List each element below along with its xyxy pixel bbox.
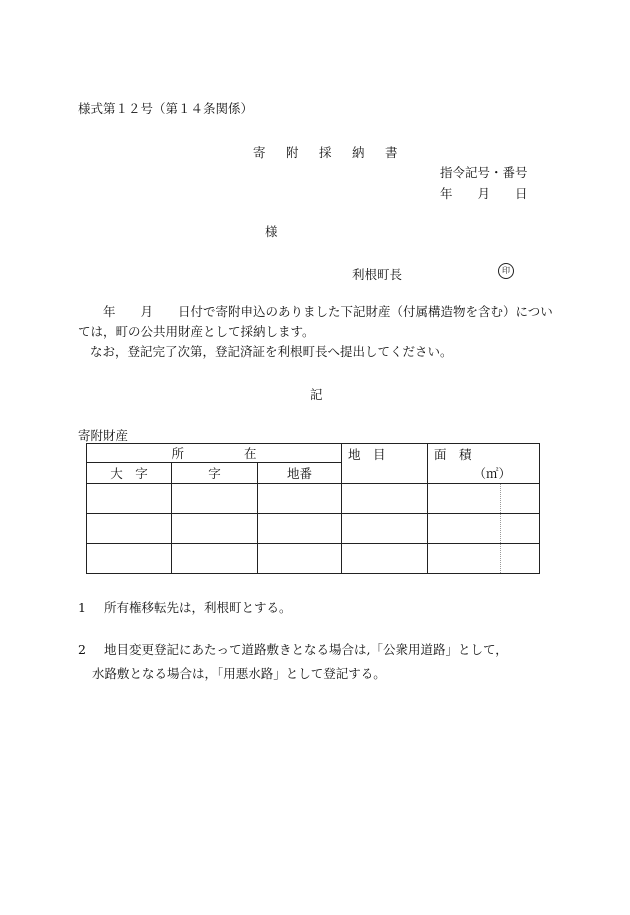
cell-oaza[interactable] — [87, 514, 172, 544]
header-aza: 字 — [172, 463, 258, 484]
decimal-divider — [500, 544, 501, 573]
header-area-label: 面 積 — [434, 447, 472, 462]
cell-land-category[interactable] — [342, 544, 428, 574]
cell-lot-number[interactable] — [258, 484, 342, 514]
ki-heading: 記 — [310, 387, 323, 402]
form-number: 様式第１２号（第１４条関係） — [78, 101, 254, 116]
table-row — [87, 544, 540, 574]
table-row — [87, 484, 540, 514]
decimal-divider — [500, 484, 501, 513]
note-2-line-1: 地目変更登記にあたって道路敷きとなる場合は,「公衆用道路」として， — [104, 642, 508, 657]
header-land-category: 地 目 — [342, 444, 428, 484]
document-number-label: 指令記号・番号 — [440, 165, 528, 180]
body-paragraph-2: なお，登記完了次第，登記済証を利根町長へ提出してください。 — [90, 344, 453, 359]
addressee-honorific: 様 — [265, 224, 278, 239]
cell-lot-number[interactable] — [258, 514, 342, 544]
header-area — [428, 444, 540, 484]
header-lot-number: 地番 — [258, 463, 342, 484]
table-caption: 寄附財産 — [78, 428, 129, 443]
document-title: 寄 附 採 納 書 — [253, 145, 402, 160]
seal-icon: 印 — [498, 263, 514, 279]
body-text — [78, 302, 558, 362]
cell-area[interactable] — [428, 544, 540, 574]
cell-land-category[interactable] — [342, 514, 428, 544]
header-location: 所在 — [87, 444, 342, 463]
note-2 — [78, 638, 508, 686]
cell-land-category[interactable] — [342, 484, 428, 514]
cell-oaza[interactable] — [87, 544, 172, 574]
decimal-divider — [500, 514, 501, 543]
cell-aza[interactable] — [172, 484, 258, 514]
cell-aza[interactable] — [172, 514, 258, 544]
cell-area[interactable] — [428, 514, 540, 544]
issuer-name: 利根町長 — [352, 267, 403, 282]
donated-property-table — [86, 443, 540, 574]
document-date-line: 年 月 日 — [440, 186, 528, 201]
note-2-number: 2 — [78, 642, 86, 657]
table-row — [87, 514, 540, 544]
note-1-text: 所有権移転先は，利根町とする。 — [104, 600, 292, 615]
header-area-unit: （㎡） — [473, 466, 511, 481]
note-2-line-2: 水路敷となる場合は，「用悪水路」として登記する。 — [92, 666, 386, 681]
cell-aza[interactable] — [172, 544, 258, 574]
cell-lot-number[interactable] — [258, 544, 342, 574]
header-oaza: 大 字 — [87, 463, 172, 484]
body-paragraph-1: 年 月 日付で寄附申込のありました下記財産（付属構造物を含む）については，町の公共用財産として採納します。 — [78, 304, 553, 339]
note-1-number: 1 — [78, 600, 86, 615]
note-1 — [78, 598, 292, 616]
cell-oaza[interactable] — [87, 484, 172, 514]
cell-area[interactable] — [428, 484, 540, 514]
